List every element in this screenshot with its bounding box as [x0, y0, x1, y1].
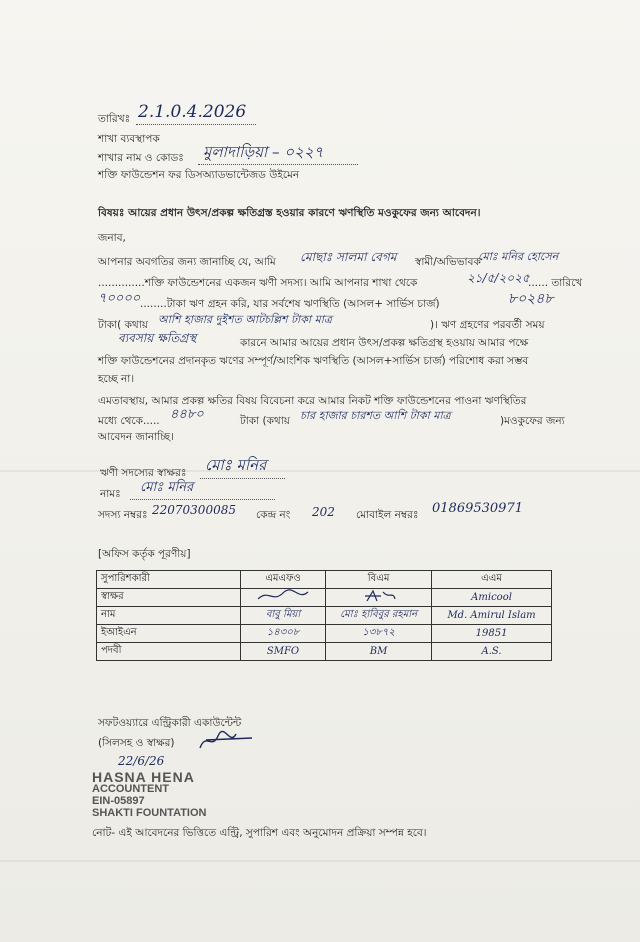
- paper-fold: [0, 470, 640, 472]
- body-text: এমতাবস্থায়, আমার প্রকল্প ক্ষতির বিষয় বিবেচনা করে আমার নিকট শক্তি ফাউন্ডেশনের পাওনা ঋণস্থিতির: [98, 395, 527, 407]
- table-cell: 19851: [432, 625, 552, 643]
- subject-line: বিষয়ঃ আয়ের প্রধান উৎস/প্রকল্প ক্ষতিগ্রস্ত হওয়ার কারণে ঋণস্থিতি মওকুফের জন্য আবেদন।: [98, 207, 481, 219]
- center-number: 202: [312, 505, 335, 519]
- body-text: ...... তারিখে: [528, 277, 583, 289]
- footer-note: নোট- এই আবেদনের ভিত্তিতে এন্ট্রি, সুপারিশ এবং অনুমোদন প্রক্রিয়া সম্পন্ন হবে।: [92, 827, 427, 839]
- stamp-name: HASNA HENA: [92, 769, 195, 785]
- body-text: )। ঋণ গ্রহণের পরবর্তী সময়: [430, 319, 545, 331]
- body-text: )মওকুফের জন্য: [500, 415, 565, 427]
- member-number: 22070300085: [152, 503, 236, 517]
- body-text: ........টাকা ঋণ গ্রহন করি, যার সর্বশেষ ঋণস্থিতি (আসল+ সার্ভিস চার্জ): [140, 298, 440, 310]
- applicant-name: মোঃ মনির: [140, 480, 194, 495]
- table-cell: Md. Amirul Islam: [432, 607, 552, 625]
- table-row: [97, 643, 552, 661]
- center-label: কেন্দ্র নং: [256, 509, 291, 521]
- accountant-stamp: [92, 771, 206, 819]
- signature-scribble: [359, 589, 399, 603]
- table-cell: SMFO: [241, 643, 326, 661]
- recipient-title: শাখা ব্যবস্থাপক: [98, 133, 160, 145]
- mobile-number: 01869530971: [432, 501, 523, 516]
- bm-signature: [326, 589, 432, 607]
- body-text: টাকা( কথায়: [98, 319, 148, 331]
- signature-scribble: [253, 589, 313, 603]
- body-text: মধ্যে থেকে.....: [98, 415, 160, 427]
- stamp-org: SHAKTI FOUNTATION: [92, 807, 207, 819]
- table-cell: ১৩৮৭২: [326, 625, 432, 643]
- balance-handwritten: ৮০২৪৮: [508, 291, 554, 307]
- guardian-name-handwritten: মোঃ মনির হোসেন: [478, 250, 559, 263]
- body-text: কারনে আমার আয়ের প্রধান উৎস/প্রকল্প ক্ষতিগ্রস্থ হওয়ায় আমার পক্ষে: [240, 337, 529, 349]
- body-text: আপনার অবগতির জন্য জানাচ্ছি যে, আমি: [98, 256, 276, 268]
- column-header: সুপারিশকারী: [97, 571, 241, 589]
- table-cell: বাবু মিয়া: [241, 607, 326, 625]
- paper-fold: [0, 860, 640, 862]
- table-row: [97, 589, 552, 607]
- accountant-signature: [196, 728, 256, 752]
- member-number-label: সদস্য নম্বরঃ: [98, 509, 148, 521]
- signature-label: ঋণী সদস্যের স্বাক্ষরঃ: [100, 467, 187, 479]
- balance-in-words-handwritten: আশি হাজার দুইশত আটচল্লিশ টাকা মাত্র: [158, 313, 332, 326]
- body-text: শক্তি ফাউন্ডেশনের প্রদানকৃত ঋণের সম্পূর্ণ/আংশিক ঋণস্থিতি (আসল+সার্ভিস চার্জ) পরিশোধ করা সম্ভব: [98, 355, 529, 367]
- salutation: জনাব,: [98, 232, 126, 244]
- stamp-title: ACCOUNTENT: [92, 783, 169, 795]
- office-section-heading: [অফিস কর্তৃক পূরণীয়]: [98, 548, 191, 560]
- mfo-signature: [241, 589, 326, 607]
- office-approval-table: [96, 570, 552, 661]
- date-label: তারিখঃ: [98, 113, 131, 125]
- column-header: এএম: [432, 571, 552, 589]
- table-cell: BM: [326, 643, 432, 661]
- stamp-ein: EIN-05897: [92, 795, 145, 807]
- name-label: নামঃ: [100, 488, 121, 500]
- name-underline: [130, 499, 275, 500]
- accountant-note: (সিলসহ ও স্বাক্ষর): [98, 737, 175, 749]
- body-text: হচ্ছে না।: [98, 373, 135, 385]
- branch-label: শাখার নাম ও কোডঃ: [98, 152, 184, 164]
- branch-underline: [198, 164, 358, 165]
- column-header: এমএফও: [241, 571, 326, 589]
- row-label: ইআইএন: [97, 625, 241, 643]
- waiver-in-words-handwritten: চার হাজার চারশত আশি টাকা মাত্র: [300, 409, 451, 422]
- accountant-date: 22/6/26: [118, 754, 165, 768]
- body-text: টাকা (কথায়: [240, 415, 290, 427]
- table-cell: ১৪৩০৮: [241, 625, 326, 643]
- waiver-amount-handwritten: ৪৪৮০: [170, 407, 204, 422]
- body-text: আবেদন জানাচ্ছি।: [98, 431, 174, 443]
- organization-name: শক্তি ফাউন্ডেশন ফর ডিসঅ্যাডভান্টেজড উইমেন: [98, 169, 300, 181]
- branch-value: মুলাদাড়িয়া – ০২২৭: [203, 143, 324, 161]
- table-cell: A.S.: [432, 643, 552, 661]
- body-text: স্বামী/অভিভাবক: [415, 256, 481, 268]
- signature-underline: [200, 478, 285, 479]
- applicant-signature: মোঃ মনির: [205, 456, 267, 474]
- row-label: নাম: [97, 607, 241, 625]
- applicant-name-handwritten: মোছাঃ সালমা বেগম: [300, 250, 397, 264]
- table-row: [97, 607, 552, 625]
- table-cell: মোঃ হাবিবুর রহমান: [326, 607, 432, 625]
- date-value: 2.1.0.4.2026: [138, 102, 247, 122]
- table-header-row: [97, 571, 552, 589]
- table-row: [97, 625, 552, 643]
- accountant-title: সফটওয়্যারে এন্ট্রিকারী একাউন্টেন্ট: [98, 717, 242, 729]
- loan-date-handwritten: ২১/৫/২০২৫: [467, 271, 530, 285]
- loan-amount-handwritten: ৭০০০০: [98, 291, 141, 306]
- row-label: পদবী: [97, 643, 241, 661]
- date-underline: [136, 124, 256, 125]
- body-text: ..............শক্তি ফাউন্ডেশনের একজন ঋণী সদস্য। আমি আপনার শাখা থেকে: [98, 277, 418, 289]
- reason-handwritten: ব্যবসায় ক্ষতিগ্রস্থ: [118, 331, 197, 345]
- am-signature: Amicool: [432, 589, 552, 607]
- column-header: বিএম: [326, 571, 432, 589]
- mobile-label: মোবাইল নম্বরঃ: [356, 509, 419, 521]
- row-label: স্বাক্ষর: [97, 589, 241, 607]
